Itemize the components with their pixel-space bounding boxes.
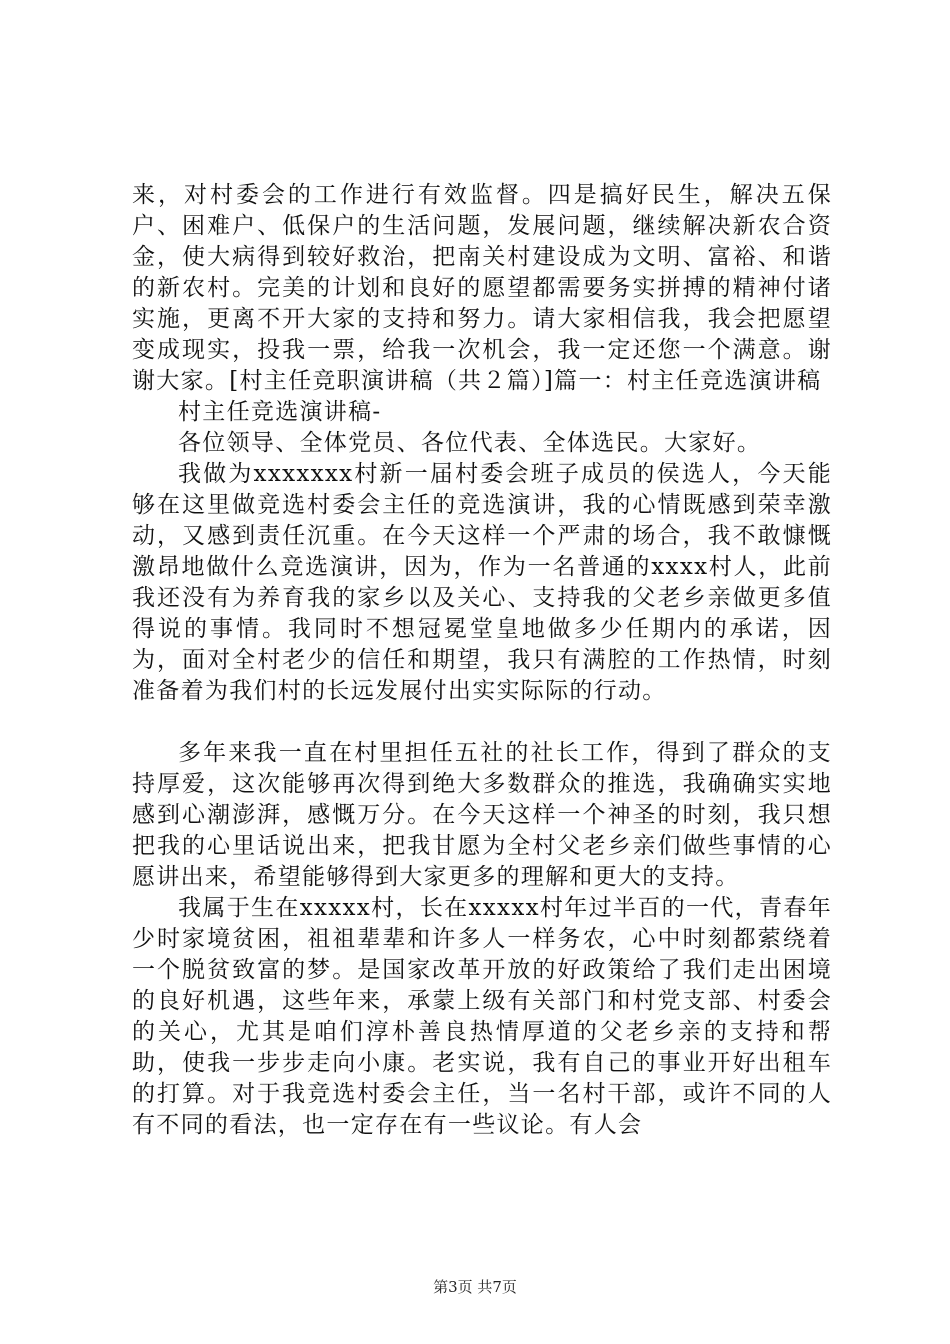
paragraph-continuation: 来，对村委会的工作进行有效监督。四是搞好民生，解决五保户、困难户、低保户的生活问题，发展问题，继续解决新农合资金，使大病得到较好救治，把南关村建设成为文明、富裕、和谐的新农村。完美的计划和良好的愿望都需要务实拼搏的精神付诸实施，更离不开大家的支持和努力。请大家相信我，我会把愿望变成现实，投我一票，给我一次机会，我一定还您一个满意。谢谢大家。[村主任竞职演讲稿（共２篇）]篇一：村主任竞选演讲稿 <box>132 182 832 394</box>
paragraph-background: 我属于生在xxxxx村，长在xxxxx村年过半百的一代，青春年少时家境贫困，祖祖辈辈和许多人一样务农，心中时刻都萦绕着一个脱贫致富的梦。是国家改革开放的好政策给了我们走出困境的良好机遇，这些年来，承蒙上级有关部门和村党支部、村委会的关心，尤其是咱们淳朴善良热情厚道的父老乡亲的支持和帮助，使我一步步走向小康。老实说，我有自己的事业开好出租车的打算。对于我竞选村委会主任，当一名村干部，或许不同的人有不同的看法，也一定存在有一些议论。有人会 <box>132 895 832 1138</box>
page-number-footer: 第3页 共7页 <box>433 1278 517 1296</box>
salutation: 各位领导、全体党员、各位代表、全体选民。大家好。 <box>178 430 762 456</box>
speech-title: 村主任竞选演讲稿- <box>178 399 382 425</box>
paragraph-introduction: 我做为xxxxxxx村新一届村委会班子成员的侯选人，今天能够在这里做竞选村委会主任的竞选演讲，我的心情既感到荣幸激动，又感到责任沉重。在今天这样一个严肃的场合，我不敢慷慨激昂地做什么竞选演讲，因为，作为一名普通的xxxx村人，此前我还没有为养育我的家乡以及关心、支持我的父老乡亲做更多值得说的事情。我同时不想冠冕堂皇地做多少任期内的承诺，因为，面对全村老少的信任和期望，我只有满腔的工作热情，时刻准备着为我们村的长远发展付出实实际际的行动。 <box>132 461 832 704</box>
document-body <box>132 180 832 1141</box>
paragraph-experience: 多年来我一直在村里担任五社的社长工作，得到了群众的支持厚爱，这次能够再次得到绝大多数群众的推选，我确确实实地感到心潮澎湃，感慨万分。在今天这样一个神圣的时刻，我只想把我的心里话说出来，把我甘愿为全村父老乡亲们做些事情的心愿讲出来，希望能够得到大家更多的理解和更大的支持。 <box>132 740 832 890</box>
